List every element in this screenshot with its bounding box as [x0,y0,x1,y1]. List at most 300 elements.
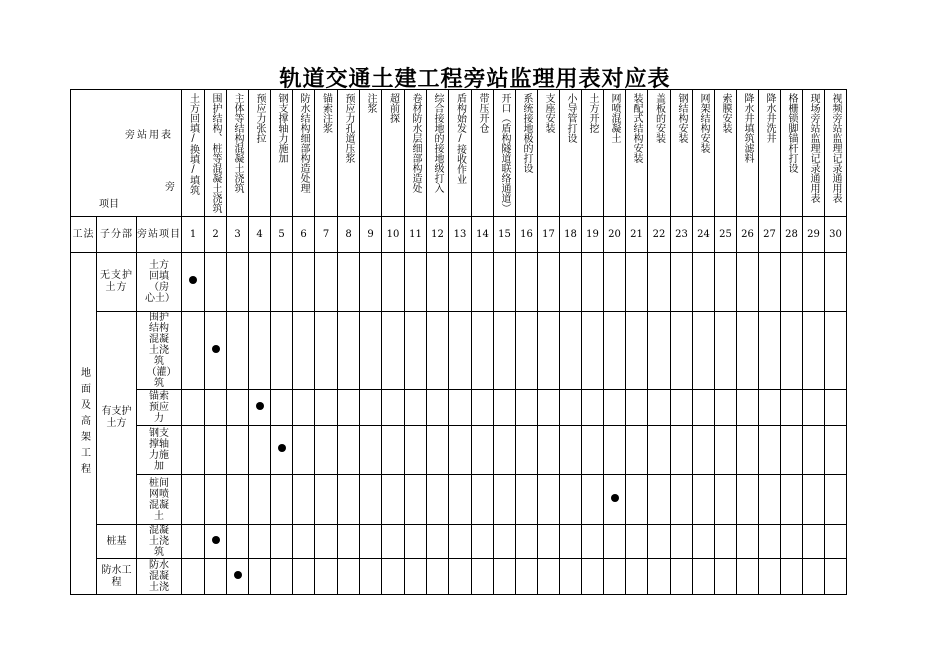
cell-r1-c20 [604,253,626,312]
column-header-label: 网喷混凝土 [609,93,620,143]
cell-r7-c12 [427,559,449,595]
cell-r5-c26 [737,475,759,525]
cell-r7-c8 [338,559,360,595]
cell-r5-c6 [293,475,315,525]
cell-r7-c15 [494,559,516,595]
column-header-7 [315,90,338,217]
column-header-label: 网架结构安装 [698,93,709,153]
cell-r5-c16 [516,475,538,525]
cell-r1-c8 [338,253,360,312]
cell-r6-c30 [825,525,847,559]
column-header-4 [249,90,271,217]
cell-r7-c11 [405,559,427,595]
cell-r6-c16 [516,525,538,559]
column-header-12 [427,90,449,217]
column-header-label: 降水井填筑滤料 [742,93,753,163]
column-header-11 [405,90,427,217]
cell-r6-c13 [449,525,472,559]
cell-r1-c27 [759,253,781,312]
cell-r5-c11 [405,475,427,525]
cell-r3-c25 [715,390,737,426]
cell-r2-c26 [737,312,759,390]
cell-r3-c19 [582,390,604,426]
column-header-label: 系统接地极的打设 [521,93,532,173]
cell-r6-c26 [737,525,759,559]
cell-r7-c22 [648,559,671,595]
column-header-29 [803,90,825,217]
cell-r2-c12 [427,312,449,390]
cell-r6-c15 [494,525,516,559]
column-header-20 [604,90,626,217]
cell-r3-c26 [737,390,759,426]
cell-r2-c27 [759,312,781,390]
mark-dot [611,494,619,502]
cell-r6-c4 [249,525,271,559]
cell-r2-c10 [382,312,405,390]
cell-r5-c4 [249,475,271,525]
cell-r2-c11 [405,312,427,390]
corner-header-label: 旁站用表 [125,130,173,141]
cell-r5-c17 [538,475,560,525]
cell-r6-c20 [604,525,626,559]
column-header-label: 防水结构细部构造处理 [298,93,309,193]
column-header-label: 现场旁站监理记录通用表 [808,93,819,203]
cell-r3-c14 [472,390,494,426]
cell-r7-c14 [472,559,494,595]
cell-r2-c13 [449,312,472,390]
cell-r4-c7 [315,426,338,475]
cell-r3-c22 [648,390,671,426]
cell-r1-c6 [293,253,315,312]
cell-r2-c24 [693,312,715,390]
cell-r4-c13 [449,426,472,475]
cell-r4-c19 [582,426,604,475]
cell-r1-c26 [737,253,759,312]
column-number-8: 8 [338,217,360,253]
cell-r7-c23 [671,559,693,595]
cell-r1-c2 [205,253,227,312]
cell-r1-c19 [582,253,604,312]
cell-r6-c12 [427,525,449,559]
cell-r4-c10 [382,426,405,475]
cell-r2-c5 [271,312,293,390]
cell-r7-c17 [538,559,560,595]
cell-r5-c27 [759,475,781,525]
cell-r6-c28 [781,525,803,559]
cell-r2-c1 [182,312,205,390]
cell-r3-c8 [338,390,360,426]
cell-r2-c15 [494,312,516,390]
cell-r1-c11 [405,253,427,312]
cell-r2-c14 [472,312,494,390]
cell-r3-c7 [315,390,338,426]
cell-r7-c7 [315,559,338,595]
column-number-2: 2 [205,217,227,253]
cell-r3-c28 [781,390,803,426]
cell-r3-c11 [405,390,427,426]
cell-r1-c15 [494,253,516,312]
cell-r1-c4 [249,253,271,312]
cell-r4-c22 [648,426,671,475]
column-header-label: 格栅锁脚锚杆打设 [786,93,797,173]
cell-r4-c21 [626,426,648,475]
cell-r1-c17 [538,253,560,312]
column-header-25 [715,90,737,217]
column-header-label: 预应力张拉 [254,93,265,143]
column-number-20: 20 [604,217,626,253]
cell-r3-c30 [825,390,847,426]
cell-r5-c2 [205,475,227,525]
cell-r1-c7 [315,253,338,312]
cell-r7-c28 [781,559,803,595]
column-header-15 [494,90,516,217]
cell-r6-c1 [182,525,205,559]
cell-r5-c21 [626,475,648,525]
page-title: 轨道交通土建工程旁站监理用表对应表 [279,67,671,92]
cell-r7-c29 [803,559,825,595]
cell-r5-c24 [693,475,715,525]
cell-r7-c26 [737,559,759,595]
cell-r7-c18 [560,559,582,595]
group-waterproof: 防水工程 [97,559,137,595]
cell-r5-c19 [582,475,604,525]
group-no-support: 无支护土方 [97,253,137,312]
cell-r7-c6 [293,559,315,595]
cell-r3-c5 [271,390,293,426]
row-item-label: 土方回填（房心土） [137,253,182,312]
column-number-26: 26 [737,217,759,253]
cell-r7-c5 [271,559,293,595]
cell-r2-c9 [360,312,382,390]
cell-r1-c9 [360,253,382,312]
cell-r4-c5 [271,426,293,475]
cell-r4-c4 [249,426,271,475]
cell-r3-c1 [182,390,205,426]
cell-r2-c21 [626,312,648,390]
cell-r1-c10 [382,253,405,312]
cell-r2-c16 [516,312,538,390]
column-header-27 [759,90,781,217]
column-number-10: 10 [382,217,405,253]
cell-r7-c30 [825,559,847,595]
cell-r3-c23 [671,390,693,426]
cell-r4-c30 [825,426,847,475]
cell-r3-c9 [360,390,382,426]
mark-dot [278,444,286,452]
column-header-label: 降水井洗井 [764,93,775,143]
cell-r1-c5 [271,253,293,312]
cell-r5-c7 [315,475,338,525]
cell-r7-c27 [759,559,781,595]
column-header-13 [449,90,472,217]
cell-r2-c3 [227,312,249,390]
cell-r1-c14 [472,253,494,312]
cell-r6-c22 [648,525,671,559]
column-header-1 [182,90,205,217]
cell-r7-c25 [715,559,737,595]
cell-r6-c25 [715,525,737,559]
column-number-27: 27 [759,217,781,253]
cell-r4-c20 [604,426,626,475]
cell-r6-c7 [315,525,338,559]
column-header-label: 开口（盾构隧道联络通道） [499,93,510,213]
column-number-13: 13 [449,217,472,253]
method-header: 工法 [71,217,97,253]
cell-r6-c29 [803,525,825,559]
corner-side-label: 旁 [165,182,175,193]
cell-r5-c28 [781,475,803,525]
cell-r1-c28 [781,253,803,312]
cell-r4-c26 [737,426,759,475]
cell-r4-c12 [427,426,449,475]
cell-r4-c11 [405,426,427,475]
cell-r2-c22 [648,312,671,390]
cell-r5-c9 [360,475,382,525]
cell-r5-c10 [382,475,405,525]
column-header-17 [538,90,560,217]
cell-r4-c17 [538,426,560,475]
cell-r3-c21 [626,390,648,426]
cell-r1-c12 [427,253,449,312]
column-header-18 [560,90,582,217]
column-number-3: 3 [227,217,249,253]
cell-r5-c13 [449,475,472,525]
cell-r5-c29 [803,475,825,525]
cell-r4-c29 [803,426,825,475]
corner-item-label: 项目 [99,199,119,210]
column-number-7: 7 [315,217,338,253]
column-header-label: 盾构始发/接收作业 [454,93,466,184]
cell-r3-c13 [449,390,472,426]
cell-r6-c23 [671,525,693,559]
cell-r3-c15 [494,390,516,426]
cell-r3-c10 [382,390,405,426]
cell-r6-c6 [293,525,315,559]
cell-r1-c18 [560,253,582,312]
cell-r3-c2 [205,390,227,426]
cell-r7-c10 [382,559,405,595]
cell-r2-c28 [781,312,803,390]
column-header-label: 注浆 [365,93,376,113]
column-header-label: 钢支撑轴力施加 [276,93,287,163]
cell-r5-c30 [825,475,847,525]
corner-header-cell [71,90,182,217]
column-number-19: 19 [582,217,604,253]
column-header-8 [338,90,360,217]
column-header-label: 锚索注浆 [320,93,332,133]
column-header-24 [693,90,715,217]
mark-dot [189,276,197,284]
mark-dot [212,345,220,353]
cell-r4-c18 [560,426,582,475]
cell-r4-c3 [227,426,249,475]
cell-r3-c18 [560,390,582,426]
column-header-label: 钢结构安装 [676,93,687,143]
cell-r4-c8 [338,426,360,475]
cell-r5-c1 [182,475,205,525]
cell-r3-c20 [604,390,626,426]
cell-r1-c16 [516,253,538,312]
cell-r5-c5 [271,475,293,525]
cell-r6-c8 [338,525,360,559]
column-header-label: 索膜安装 [720,93,731,133]
sub-header: 子分部 [97,217,137,253]
column-header-label: 小导管打设 [565,93,576,143]
column-header-label: 土方开挖 [587,93,598,133]
cell-r3-c4 [249,390,271,426]
column-number-29: 29 [803,217,825,253]
row-item-label: 锚索预应力 [137,390,182,426]
column-number-12: 12 [427,217,449,253]
cell-r5-c23 [671,475,693,525]
column-number-21: 21 [626,217,648,253]
cell-r6-c9 [360,525,382,559]
column-number-30: 30 [825,217,847,253]
cell-r2-c20 [604,312,626,390]
column-number-17: 17 [538,217,560,253]
column-number-14: 14 [472,217,494,253]
mark-dot [256,402,264,410]
column-header-5 [271,90,293,217]
cell-r3-c6 [293,390,315,426]
column-header-label: 带压开仓 [477,93,488,133]
column-header-10 [382,90,405,217]
cell-r2-c8 [338,312,360,390]
cell-r6-c18 [560,525,582,559]
cell-r7-c21 [626,559,648,595]
cell-r3-c16 [516,390,538,426]
row-item-label: 防水混凝土浇 [137,559,182,595]
cell-r6-c5 [271,525,293,559]
column-header-label: 盖板的安装 [653,93,665,143]
cell-r6-c3 [227,525,249,559]
cell-r4-c9 [360,426,382,475]
cell-r6-c21 [626,525,648,559]
cell-r6-c19 [582,525,604,559]
cell-r6-c10 [382,525,405,559]
cell-r4-c28 [781,426,803,475]
column-header-label: 卷材防水层细部构造处 [410,93,421,193]
cell-r7-c20 [604,559,626,595]
cell-r4-c6 [293,426,315,475]
column-header-label: 支座安装 [543,93,554,133]
cell-r2-c23 [671,312,693,390]
column-header-label: 围护结构、桩等混凝土浇筑 [210,93,221,213]
cell-r4-c16 [516,426,538,475]
cell-r5-c3 [227,475,249,525]
cell-r1-c13 [449,253,472,312]
row-item-label: 钢支撑轴力施加 [137,426,182,475]
group-support: 有支护土方 [97,312,137,525]
cell-r2-c25 [715,312,737,390]
column-number-25: 25 [715,217,737,253]
method-cell: 地面及高架工程 [71,253,97,595]
cell-r2-c17 [538,312,560,390]
cell-r3-c29 [803,390,825,426]
cell-r3-c27 [759,390,781,426]
cell-r1-c29 [803,253,825,312]
column-number-28: 28 [781,217,803,253]
cell-r7-c24 [693,559,715,595]
cell-r3-c3 [227,390,249,426]
column-header-30 [825,90,847,217]
cell-r2-c29 [803,312,825,390]
cell-r1-c30 [825,253,847,312]
column-number-1: 1 [182,217,205,253]
column-header-21 [626,90,648,217]
column-header-label: 综合接地的接地级打入 [432,93,443,193]
cell-r4-c1 [182,426,205,475]
column-header-2 [205,90,227,217]
cell-r3-c12 [427,390,449,426]
cell-r4-c15 [494,426,516,475]
column-header-3 [227,90,249,217]
cell-r1-c23 [671,253,693,312]
cell-r7-c9 [360,559,382,595]
cell-r7-c13 [449,559,472,595]
column-header-14 [472,90,494,217]
column-header-label: 超前探 [387,93,399,123]
cell-r7-c1 [182,559,205,595]
mark-dot [234,571,242,579]
cell-r1-c22 [648,253,671,312]
cell-r1-c24 [693,253,715,312]
cell-r1-c21 [626,253,648,312]
cell-r6-c11 [405,525,427,559]
cell-r7-c4 [249,559,271,595]
cell-r2-c19 [582,312,604,390]
cell-r5-c8 [338,475,360,525]
column-header-26 [737,90,759,217]
column-header-9 [360,90,382,217]
row-item-label: 桩间网喷混凝土 [137,475,182,525]
cell-r2-c6 [293,312,315,390]
row-item-label: 围护结构混凝土浇筑（灌）筑 [137,312,182,390]
cell-r6-c2 [205,525,227,559]
column-number-16: 16 [516,217,538,253]
cell-r7-c19 [582,559,604,595]
cell-r4-c23 [671,426,693,475]
column-header-label: 主体等结构混凝土浇筑 [232,93,243,193]
column-header-label: 装配式结构安装 [631,93,642,163]
column-header-22 [648,90,671,217]
column-number-18: 18 [560,217,582,253]
cell-r1-c1 [182,253,205,312]
column-header-label: 视频旁站监理记录通用表 [830,93,841,203]
cell-r5-c15 [494,475,516,525]
cell-r4-c24 [693,426,715,475]
cell-r2-c30 [825,312,847,390]
column-number-9: 9 [360,217,382,253]
column-header-28 [781,90,803,217]
cell-r5-c14 [472,475,494,525]
column-number-5: 5 [271,217,293,253]
column-header-19 [582,90,604,217]
cell-r2-c7 [315,312,338,390]
cell-r1-c3 [227,253,249,312]
column-number-4: 4 [249,217,271,253]
column-header-label: 预应力孔道压浆 [343,93,354,163]
cell-r6-c14 [472,525,494,559]
cell-r6-c27 [759,525,781,559]
cell-r5-c12 [427,475,449,525]
cell-r4-c25 [715,426,737,475]
cell-r5-c18 [560,475,582,525]
cell-r2-c4 [249,312,271,390]
cell-r5-c25 [715,475,737,525]
cell-r4-c2 [205,426,227,475]
column-header-16 [516,90,538,217]
